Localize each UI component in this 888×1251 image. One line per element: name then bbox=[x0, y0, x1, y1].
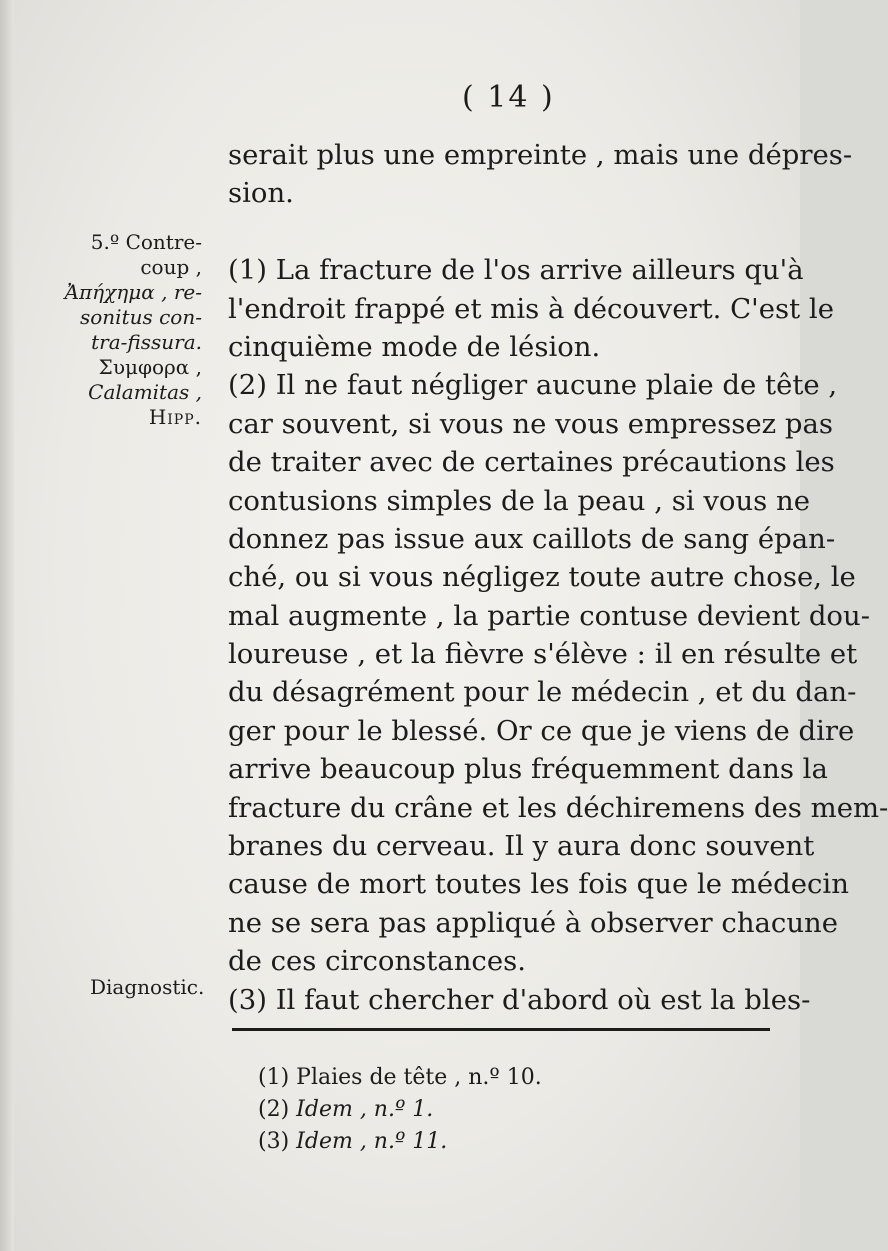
margin-note-line: sonitus con- bbox=[79, 305, 202, 329]
body-line: loureuse , et la fièvre s'élève : il en résulte et bbox=[228, 638, 858, 671]
body-line: ger pour le blessé. Or ce que je viens de dire bbox=[228, 714, 855, 747]
footnote-rule bbox=[232, 1028, 770, 1031]
margin-note-line: Συμφορα , bbox=[98, 355, 202, 379]
body-line: fracture du crâne et les déchiremens des mem- bbox=[228, 791, 888, 824]
body-text bbox=[228, 136, 888, 1019]
body-line: (3) Il faut chercher d'abord où est la bles- bbox=[228, 983, 811, 1016]
margin-note-diagnostic: Diagnostic. bbox=[90, 975, 205, 999]
footnote bbox=[258, 1062, 542, 1094]
margin-note-line: Calamitas , bbox=[88, 380, 202, 404]
body-line: contusions simples de la peau , si vous ne bbox=[228, 484, 811, 517]
body-line: ché, ou si vous négligez toute autre chose, le bbox=[228, 561, 856, 594]
footnote bbox=[258, 1126, 542, 1158]
footnote bbox=[258, 1094, 542, 1126]
footnote-mark: (1) bbox=[258, 1065, 290, 1090]
margin-note-line: tra-fissura. bbox=[91, 330, 202, 354]
body-line: sion. bbox=[228, 177, 294, 210]
page-number: ( 14 ) bbox=[462, 80, 555, 115]
body-line: car souvent, si vous ne vous empressez pas bbox=[228, 407, 834, 440]
body-line: (1) La fracture de l'os arrive ailleurs qu'à bbox=[228, 254, 804, 287]
footnote-mark: (3) bbox=[258, 1129, 290, 1154]
page-edge-shadow bbox=[0, 0, 14, 1251]
body-line: cinquième mode de lésion. bbox=[228, 330, 601, 363]
margin-note-contrecoup bbox=[52, 230, 202, 430]
body-line: ne se sera pas appliqué à observer chacune bbox=[228, 906, 839, 939]
margin-note-line: Ἀπήχημα , re- bbox=[64, 280, 202, 304]
footnote-text: Idem , n.º 1. bbox=[296, 1097, 434, 1122]
body-line: de ces circonstances. bbox=[228, 945, 526, 978]
body-line: cause de mort toutes les fois que le médecin bbox=[228, 868, 849, 901]
footnote-text: Plaies de tête , n.º 10. bbox=[296, 1065, 542, 1090]
body-line: l'endroit frappé et mis à découvert. C'est le bbox=[228, 292, 834, 325]
body-line: (2) Il ne faut négliger aucune plaie de tête , bbox=[228, 369, 838, 402]
margin-note-line: coup , bbox=[140, 255, 202, 279]
footnote-text: Idem , n.º 11. bbox=[296, 1129, 448, 1154]
footnotes bbox=[258, 1062, 542, 1158]
body-line: mal augmente , la partie contuse devient dou- bbox=[228, 599, 870, 632]
body-line: du désagrément pour le médecin , et du dan- bbox=[228, 676, 857, 709]
body-line: de traiter avec de certaines précautions les bbox=[228, 446, 835, 479]
body-line-spacer bbox=[228, 213, 780, 251]
body-line: arrive beaucoup plus fréquemment dans la bbox=[228, 753, 828, 786]
body-line: donnez pas issue aux caillots de sang épan- bbox=[228, 522, 836, 555]
footnote-mark: (2) bbox=[258, 1097, 290, 1122]
body-line: branes du cerveau. Il y aura donc souvent bbox=[228, 830, 815, 863]
margin-note-line: Hipp. bbox=[148, 405, 202, 429]
margin-note-line: 5.º Contre- bbox=[90, 230, 202, 254]
body-line: serait plus une empreinte , mais une dépres- bbox=[228, 139, 853, 171]
